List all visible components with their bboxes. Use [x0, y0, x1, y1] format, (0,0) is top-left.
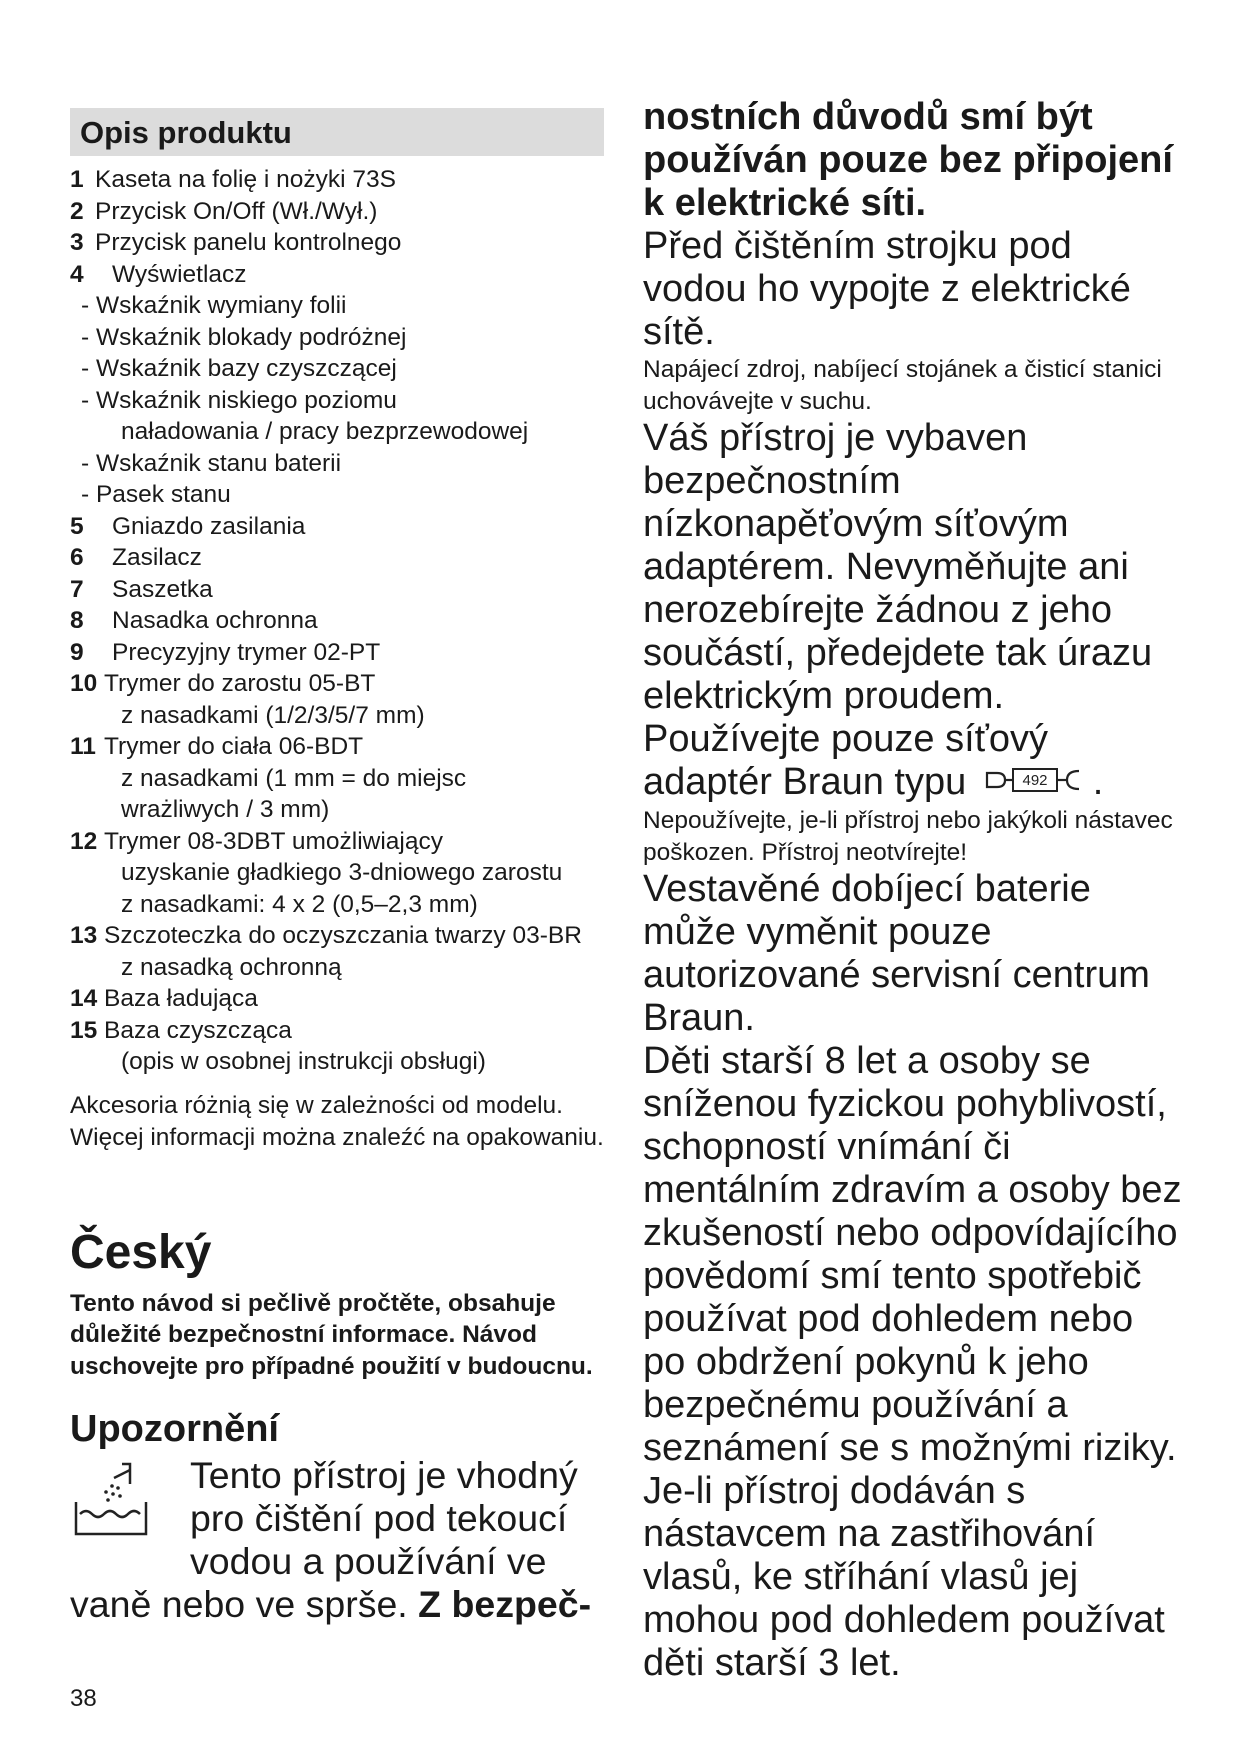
- list-item: [70, 857, 604, 889]
- list-item: [70, 479, 604, 511]
- list-item: [70, 731, 604, 763]
- item-number: 8: [70, 607, 84, 634]
- list-item: [70, 322, 604, 354]
- list-item: [70, 227, 604, 259]
- item-number: 6: [70, 544, 84, 571]
- list-item: [70, 290, 604, 322]
- list-item: [70, 542, 604, 574]
- list-item: [70, 889, 604, 921]
- list-item: [70, 920, 604, 952]
- hair-clipper-text: Je-li přístroj dodáván s nástavcem na zastřihování vlasů, ke stříhání vlasů jej mohou pod dohledem používat děti starší 3 let.: [643, 1470, 1165, 1685]
- item-subtext: - Wskaźnik blokady podróżnej: [81, 323, 407, 351]
- item-text: Saszetka: [112, 575, 213, 603]
- item-continuation: z nasadkami: 4 x 2 (0,5–2,3 mm): [121, 890, 478, 918]
- item-text: Gniazdo zasilania: [112, 512, 306, 540]
- item-number: 5: [70, 512, 84, 540]
- item-text: Trymer do zarostu 05-BT: [104, 670, 376, 697]
- item-number: 1: [70, 166, 84, 193]
- page-number: 38: [70, 1685, 97, 1712]
- item-continuation: wrażliwych / 3 mm): [121, 796, 330, 823]
- right-column: [643, 96, 1183, 1685]
- item-continuation: z nasadką ochronną: [121, 953, 342, 981]
- item-continuation: uzyskanie gładkiego 3-dniowego zarostu: [121, 859, 563, 886]
- item-text: Zasilacz: [112, 544, 202, 571]
- list-item: [70, 983, 604, 1015]
- list-item: [70, 1046, 604, 1078]
- item-continuation: naładowania / pracy bezprzewodowej: [121, 418, 529, 445]
- item-number: 15: [70, 1016, 98, 1044]
- accessories-note: Akcesoria różnią się w zależności od modelu. Więcej informacji można znaleźć na opakowaniu.: [70, 1091, 604, 1151]
- list-item: [70, 763, 604, 795]
- list-item: [70, 574, 604, 606]
- warning-body: [70, 1454, 604, 1626]
- item-number: 11: [70, 733, 96, 760]
- safety-bold-text: nostních důvodů smí být používán pouze bez připojení k elektrické síti.: [643, 96, 1173, 224]
- item-number: 3: [70, 229, 84, 256]
- shower-bath-icon: [70, 1456, 178, 1542]
- battery-text: Vestavěné dobíjecí baterie může vyměnit pouze autorizované servisní centrum Braun.: [643, 868, 1150, 1040]
- item-number: 12: [70, 827, 98, 855]
- item-text: Kaseta na folię i nożyki 73S: [95, 166, 396, 193]
- language-title: Český: [70, 1225, 212, 1279]
- adapter-text: Váš přístroj je vybaven bezpečnostním nízkonapěťovým síťovým adaptérem. Nevyměňujte ani nerozebírejte žádnou z jeho součástí, předejdete tak úrazu elektrickým proudem. Používejte pouze síťový adaptér Braun typu: [643, 417, 1153, 803]
- list-item: [70, 700, 604, 732]
- braun-adapter-type-icon: [983, 762, 1093, 805]
- item-subtext: - Wskaźnik stanu baterii: [81, 449, 342, 477]
- list-item: [70, 196, 604, 228]
- unplug-text: Před čištěním strojku pod vodou ho vypojte z elektrické sítě.: [643, 225, 1131, 353]
- list-item: [70, 416, 604, 448]
- warning-text: Tento přístroj je vhodný pro čištění pod tekoucí vodou a používání ve vaně nebo ve sprše.: [70, 1454, 578, 1625]
- item-text: Precyzyjny trymer 02-PT: [112, 638, 381, 666]
- item-text: Szczoteczka do oczyszczania twarzy 03-BR: [104, 922, 582, 949]
- list-item: [70, 794, 604, 826]
- item-subtext: - Wskaźnik niskiego poziomu: [81, 386, 397, 414]
- left-column: [70, 108, 604, 1626]
- list-item: [70, 385, 604, 417]
- item-text: Baza czyszcząca: [104, 1016, 292, 1044]
- adapter-type-code: 492: [1022, 772, 1048, 790]
- damage-warning-text: Nepoužívejte, je-li přístroj nebo jakýkoli nástavec poškozen. Přístroj neotvírejte!: [643, 807, 1173, 866]
- list-item: [70, 605, 604, 637]
- list-item: [70, 448, 604, 480]
- adapter-text-end: .: [1092, 761, 1104, 803]
- item-subtext: - Pasek stanu: [81, 481, 231, 508]
- warning-bold-text: Z bezpeč-: [418, 1583, 592, 1625]
- list-item: [70, 1015, 604, 1047]
- list-item: [70, 353, 604, 385]
- intro-text: Tento návod si pečlivě pročtěte, obsahuje důležité bezpečnostní informace. Návod uschovejte pro případné použití v budoucnu.: [70, 1289, 593, 1380]
- item-number: 4: [70, 260, 84, 288]
- section-title: Opis produktu: [70, 108, 604, 156]
- item-text: Wyświetlacz: [112, 260, 247, 288]
- item-continuation: z nasadkami (1/2/3/5/7 mm): [121, 701, 425, 729]
- children-warning-text: Děti starší 8 let a osoby se sníženou fyzickou pohyblivostí, schopností vnímání či mentálním zdravím a osoby bez zkušeností nebo odpovídajícího povědomí smí tento spotřebič používat pod dohledem nebo po obdržení pokynů k jeho bezpečnému používání a seznámení se s možnými riziky.: [643, 1040, 1182, 1470]
- list-item: [70, 637, 604, 669]
- list-item: [70, 668, 604, 700]
- item-number: 14: [70, 985, 98, 1012]
- item-text: Trymer 08-3DBT umożliwiający: [104, 827, 443, 855]
- item-subtext: - Wskaźnik wymiany folii: [81, 292, 347, 319]
- list-item: [70, 952, 604, 984]
- warning-title: Upozornění: [70, 1408, 279, 1450]
- item-text: Nasadka ochronna: [112, 607, 318, 634]
- product-parts-list: [70, 164, 604, 1078]
- item-number: 10: [70, 670, 98, 697]
- list-item: [70, 259, 604, 291]
- item-text: Trymer do ciała 06-BDT: [104, 733, 364, 760]
- adapter-paragraph: [643, 417, 1183, 805]
- item-number: 7: [70, 575, 84, 603]
- list-item: [70, 164, 604, 196]
- list-item: [70, 826, 604, 858]
- keep-dry-text: Napájecí zdroj, nabíjecí stojánek a čisticí stanici uchovávejte v suchu.: [643, 356, 1162, 415]
- item-text: Przycisk panelu kontrolnego: [95, 229, 402, 256]
- item-subtext: - Wskaźnik bazy czyszczącej: [81, 355, 397, 382]
- item-text: Baza ładująca: [104, 985, 258, 1012]
- item-continuation: z nasadkami (1 mm = do miejsc: [121, 764, 467, 792]
- item-text: Przycisk On/Off (Wł./Wył.): [95, 197, 378, 225]
- item-number: 2: [70, 197, 84, 225]
- item-number: 13: [70, 922, 98, 949]
- list-item: [70, 511, 604, 543]
- item-continuation: (opis w osobnej instrukcji obsługi): [121, 1048, 486, 1075]
- item-number: 9: [70, 638, 84, 666]
